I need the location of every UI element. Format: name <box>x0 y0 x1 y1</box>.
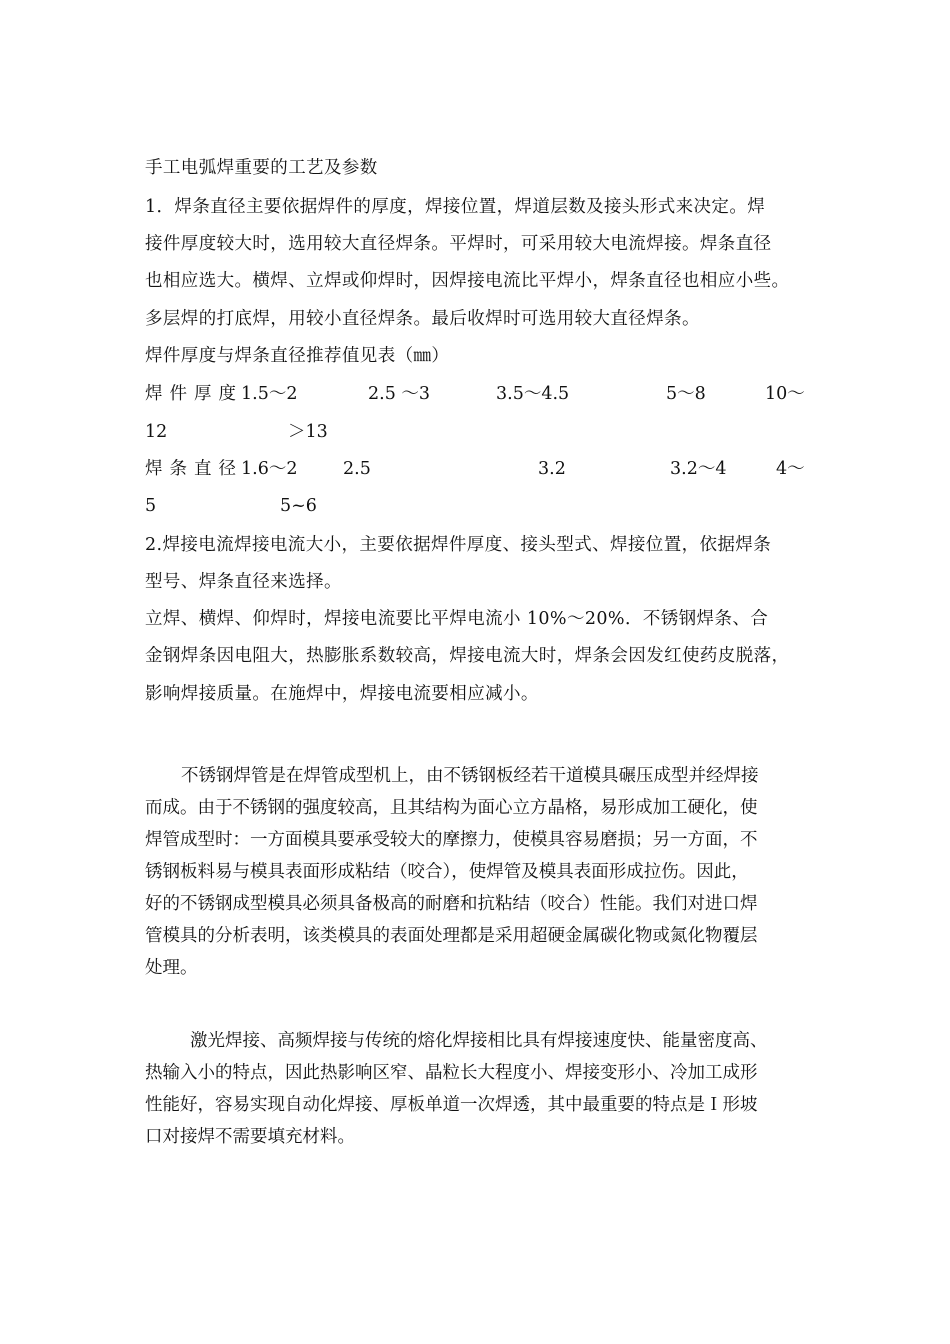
table-cell: 2.5 ～3 <box>368 384 431 404</box>
paragraph-line: 锈钢板料易与模具表面形成粘结（咬合），使焊管及模具表面形成拉伤。因此， <box>145 862 749 882</box>
paragraph-line: 也相应选大。横焊、立焊或仰焊时，因焊接电流比平焊小，焊条直径也相应小些。 <box>145 271 790 291</box>
paragraph-line: 而成。由于不锈钢的强度较高，且其结构为面心立方晶格，易形成加工硬化，使 <box>145 798 758 818</box>
paragraph-line: 性能好，容易实现自动化焊接、厚板单道一次焊透，其中最重要的特点是Ｉ形坡 <box>145 1095 758 1115</box>
table-cell: 5～8 <box>666 384 706 404</box>
row-label: 焊条直径 <box>145 459 243 479</box>
paragraph-line: 热输入小的特点，因此热影响区窄、晶粒长大程度小、焊接变形小、冷加工成形 <box>145 1063 758 1083</box>
table-cell: 1.5～2 <box>241 384 298 404</box>
paragraph-line: 管模具的分析表明，该类模具的表面处理都是采用超硬金属碳化物或氮化物覆层 <box>145 926 758 946</box>
table-cell: 10～ <box>765 384 805 404</box>
table-cell: 5 <box>145 496 157 516</box>
paragraph-line: 影响焊接质量。在施焊中，焊接电流要相应减小。 <box>145 684 539 704</box>
paragraph-line: 型号、焊条直径来选择。 <box>145 572 342 592</box>
table-cell: 1.6～2 <box>241 459 298 479</box>
paragraph-line: 焊管成型时：一方面模具要承受较大的摩擦力，使模具容易磨损；另一方面，不 <box>145 830 758 850</box>
paragraph-line: 好的不锈钢成型模具必须具备极高的耐磨和抗粘结（咬合）性能。我们对进口焊 <box>145 894 758 914</box>
row-label: 焊件厚度 <box>145 384 243 404</box>
table-cell: 5~6 <box>280 496 317 516</box>
table-cell: 3.2 <box>538 459 566 479</box>
table-cell: 4～ <box>776 459 805 479</box>
table-cell: 2.5 <box>343 459 371 479</box>
table-cell: 12 <box>145 422 168 442</box>
table-cell: 3.2～4 <box>670 459 727 479</box>
paragraph-line: 处理。 <box>145 958 198 978</box>
paragraph-line: 金钢焊条因电阻大，热膨胀系数较高，焊接电流大时，焊条会因发红使药皮脱落， <box>145 646 790 666</box>
section-title: 手工电弧焊重要的工艺及参数 <box>145 158 378 178</box>
paragraph-line: 1．焊条直径主要依据焊件的厚度，焊接位置，焊道层数及接头形式来决定。焊 <box>145 197 766 217</box>
paragraph-line: 口对接焊不需要填充材料。 <box>145 1127 355 1147</box>
paragraph-line: 立焊、横焊、仰焊时，焊接电流要比平焊电流小 10%～20%．不锈钢焊条、合 <box>145 609 769 629</box>
paragraph-line: 不锈钢焊管是在焊管成型机上，由不锈钢板经若干道模具碾压成型并经焊接 <box>181 766 759 786</box>
paragraph-line: 激光焊接、高频焊接与传统的熔化焊接相比具有焊接速度快、能量密度高、 <box>190 1031 768 1051</box>
table-cell: ＞13 <box>288 422 328 442</box>
paragraph-line: 接件厚度较大时，选用较大直径焊条。平焊时，可采用较大电流焊接。焊条直径 <box>145 234 772 254</box>
table-cell: 3.5～4.5 <box>496 384 570 404</box>
paragraph-line: 多层焊的打底焊，用较小直径焊条。最后收焊时可选用较大直径焊条。 <box>145 309 700 329</box>
paragraph-line: 2.焊接电流焊接电流大小，主要依据焊件厚度、接头型式、焊接位置，依据焊条 <box>145 535 772 555</box>
table-caption: 焊件厚度与焊条直径推荐值见表（㎜） <box>145 346 450 366</box>
